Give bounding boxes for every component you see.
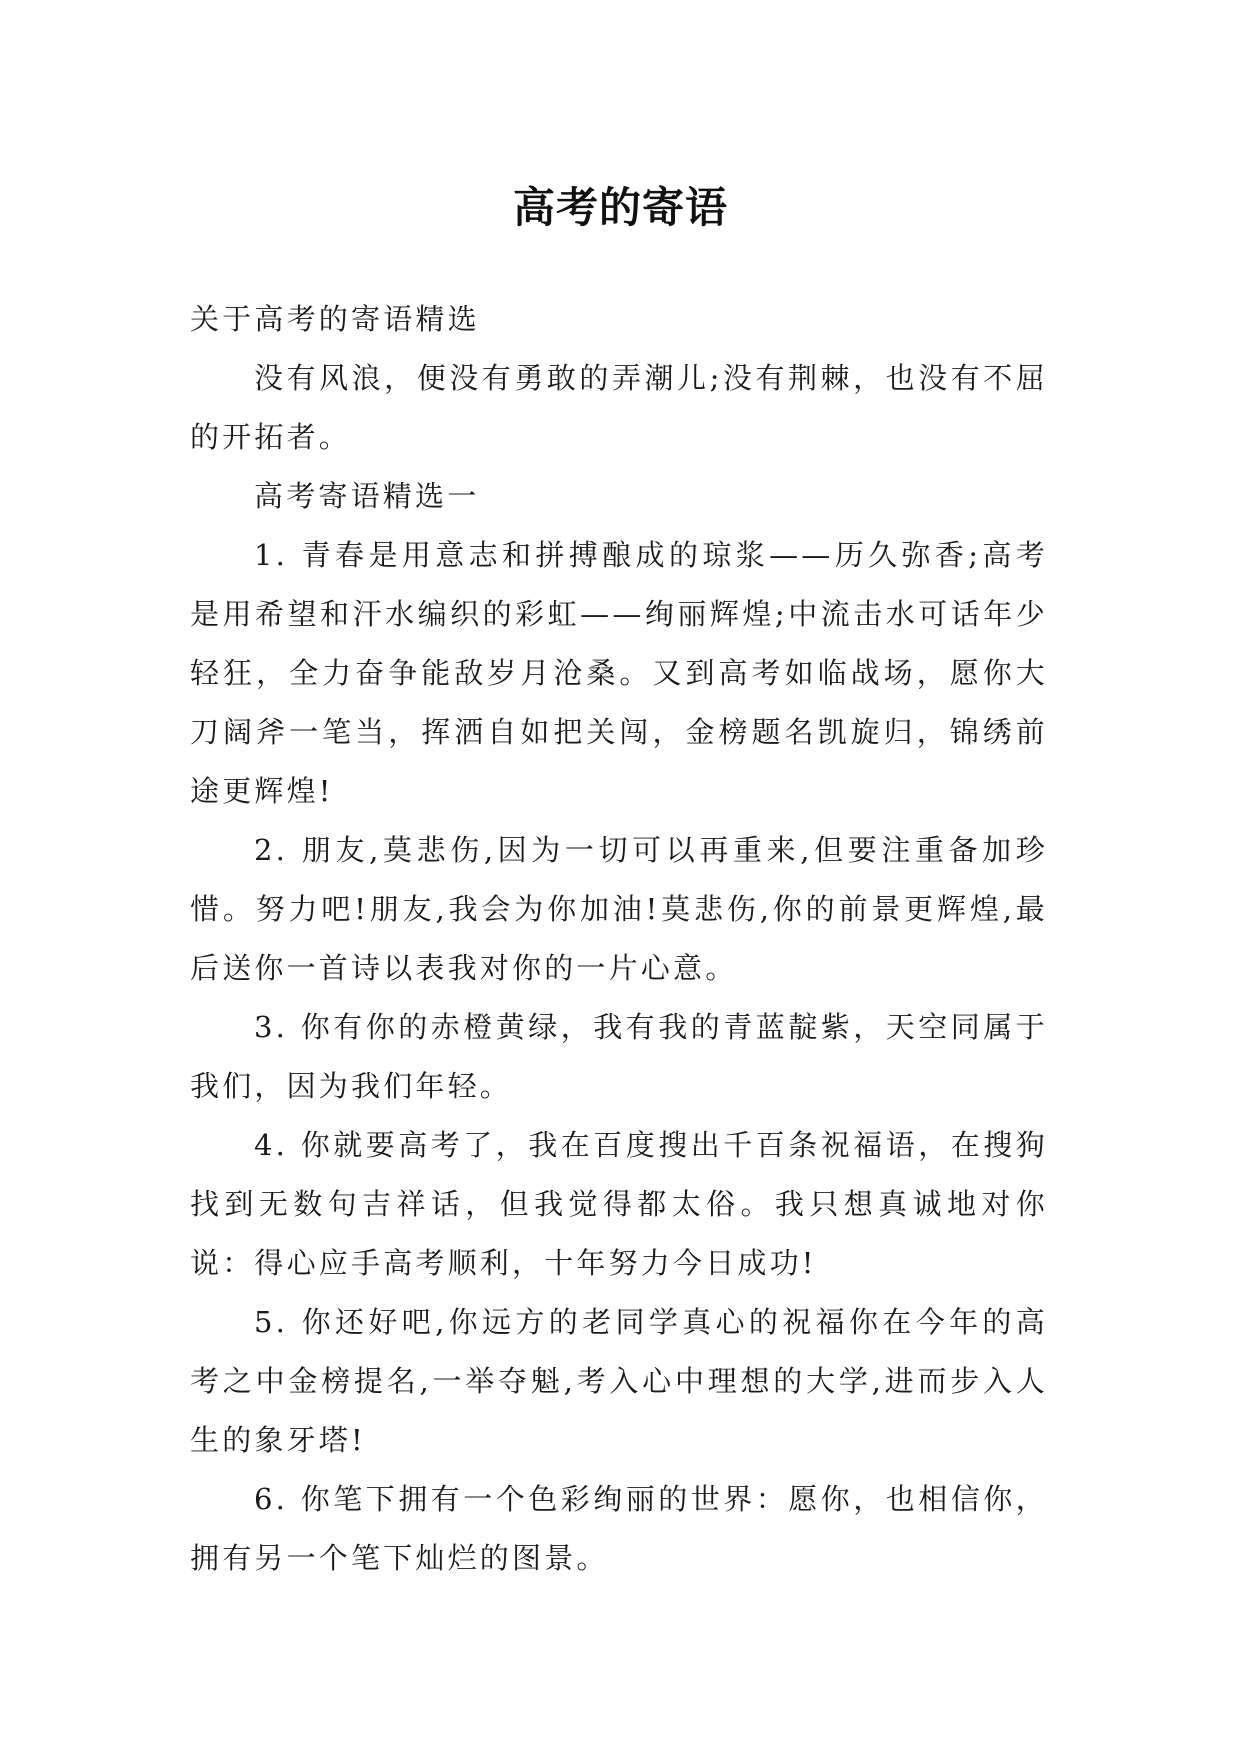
document-body [190,290,1048,1588]
section-heading: 高考寄语精选一 [254,479,480,513]
list-item: 4. 你就要高考了，我在百度搜出千百条祝福语，在搜狗找到无数句吉祥话，但我觉得都太俗。我只想真诚地对你说：得心应手高考顺利，十年努力今日成功! [190,1128,1048,1280]
list-item: 6. 你笔下拥有一个色彩绚丽的世界：愿你，也相信你，拥有另一个笔下灿烂的图景。 [190,1482,1048,1575]
list-item: 2. 朋友,莫悲伤,因为一切可以再重来,但要注重备加珍惜。努力吧!朋友,我会为你加油!莫悲伤,你的前景更辉煌,最后送你一首诗以表我对你的一片心意。 [190,833,1048,985]
opening-paragraph: 没有风浪，便没有勇敢的弄潮儿;没有荆棘，也没有不屈的开拓者。 [190,361,1048,454]
list-item: 3. 你有你的赤橙黄绿，我有我的青蓝靛紫，天空同属于我们，因为我们年轻。 [190,1010,1048,1103]
intro-heading: 关于高考的寄语精选 [190,302,480,336]
list-item: 5. 你还好吧,你远方的老同学真心的祝福你在今年的高考之中金榜提名,一举夺魁,考入心中理想的大学,进而步入人生的象牙塔! [190,1305,1048,1457]
list-item: 1. 青春是用意志和拼搏酿成的琼浆——历久弥香;高考是用希望和汗水编织的彩虹——绚丽辉煌;中流击水可话年少轻狂，全力奋争能敌岁月沧桑。又到高考如临战场，愿你大刀阔斧一笔当，挥洒自如把关闯，金榜题名凯旋归，锦绣前途更辉煌! [190,538,1048,808]
document-title: 高考的寄语 [512,183,728,233]
